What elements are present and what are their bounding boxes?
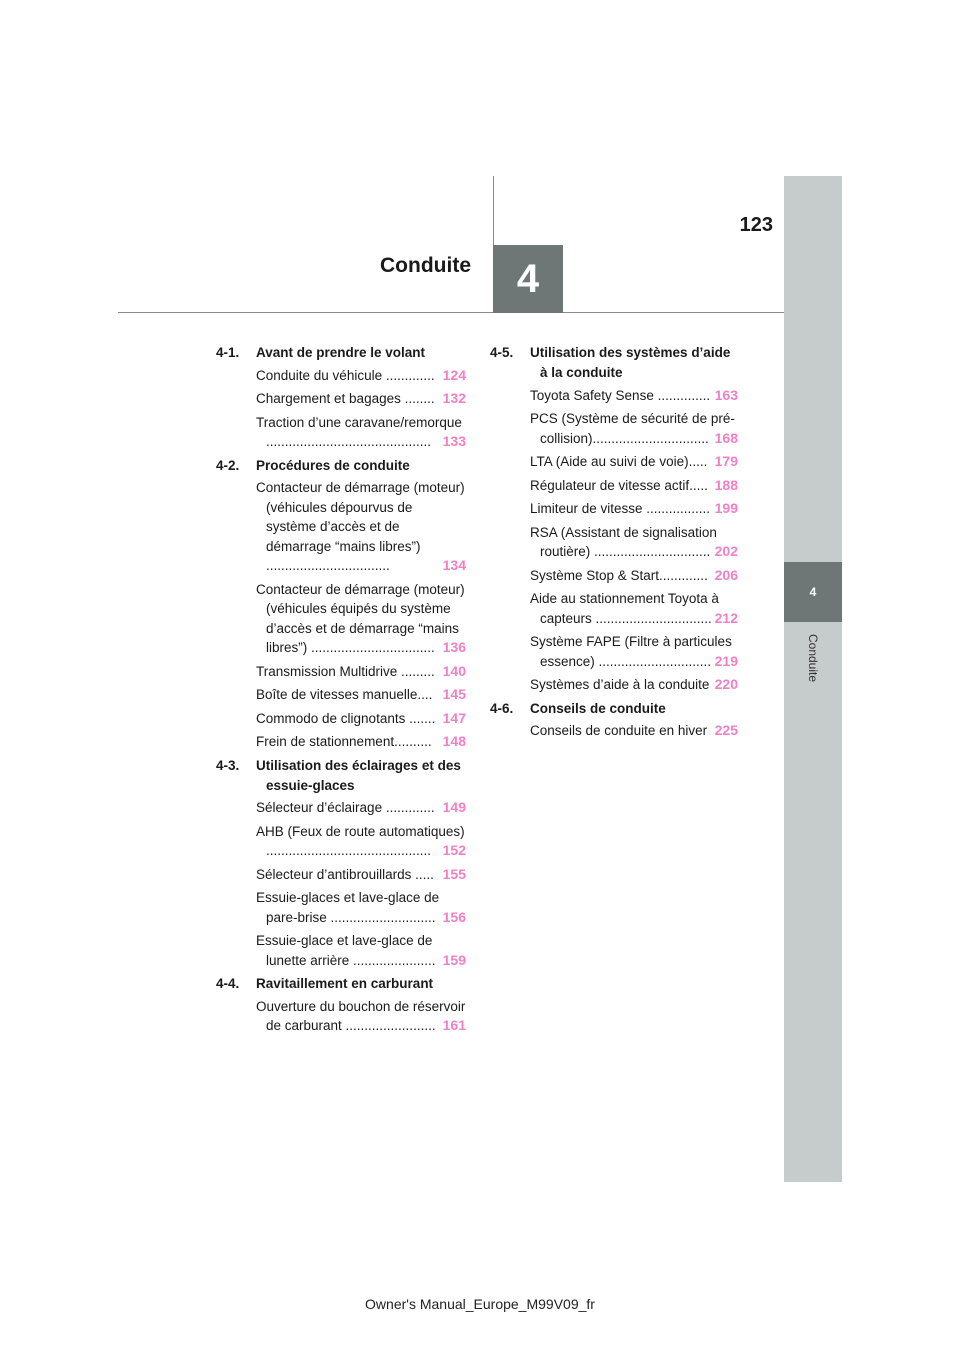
toc-page-link[interactable]: 136 [441,638,466,658]
toc-entry-text: Systèmes d’aide à la conduite [530,677,710,692]
toc-entry[interactable] [530,566,738,586]
toc-page-link[interactable]: 134 [441,556,466,576]
header-vertical-rule [493,176,494,246]
section-number: 4-2. [216,457,240,473]
toc-entry-text: LTA (Aide au suivi de voie)..... [530,454,708,469]
toc-entry-text: Conduite du véhicule ............. [256,367,435,383]
section-title: Utilisation des éclairages et des essuie-glaces [256,757,461,793]
toc-entry-text: Boîte de vitesses manuelle.... [256,687,433,702]
toc-page-link[interactable]: 147 [441,709,466,729]
toc-entry[interactable] [256,931,466,970]
toc-page-link[interactable]: 161 [441,1016,466,1036]
sidebar-label-text: Conduite [805,633,820,683]
toc-entry[interactable] [530,589,738,628]
toc-page-link[interactable]: 140 [441,662,466,682]
toc-entry-text: Toyota Safety Sense .............. [530,387,711,403]
toc-page-link[interactable]: 199 [713,499,738,519]
toc-entry[interactable] [530,409,738,448]
toc-entry[interactable] [256,732,466,752]
toc-page-link[interactable]: 155 [441,865,466,885]
toc-page-link[interactable]: 148 [441,732,466,752]
toc-entry[interactable] [530,632,738,671]
toc-section-heading [216,756,466,796]
toc-entry-text: Système FAPE (Filtre à particules essence) .............................. [530,634,732,669]
toc-page-link[interactable]: 132 [441,389,466,409]
toc-section-heading [216,456,466,476]
toc-page-link[interactable]: 145 [441,685,466,705]
sidebar-chapter-tab[interactable] [784,562,842,622]
toc-entry-text: Régulateur de vitesse actif..... [530,477,708,493]
toc-section-heading [490,343,738,383]
toc-page-link[interactable]: 133 [441,432,466,452]
toc-left-column [216,343,466,1040]
section-number: 4-6. [490,700,514,716]
toc-entry[interactable] [256,822,466,861]
toc-entry-text: Sélecteur d’éclairage ............. [256,800,435,815]
toc-entry[interactable] [530,675,738,695]
chapter-number: 4 [516,256,540,301]
toc-entry[interactable] [530,452,738,472]
toc-entry-text: Traction d’une caravane/remorque ............................................ [256,414,462,449]
toc-entry-text: Essuie-glace et lave-glace de lunette arrière ...................... [256,933,436,968]
toc-entry-text: Système Stop & Start............. [530,567,708,583]
toc-entry[interactable] [256,413,466,452]
toc-page-link[interactable]: 219 [713,652,738,672]
toc-entry-text: Limiteur de vitesse ................. [530,501,711,516]
toc-page-link[interactable]: 163 [713,386,738,406]
toc-entry-text: Sélecteur d’antibrouillards ..... [256,866,434,882]
toc-entry-text: Frein de stationnement.......... [256,734,432,749]
section-title: Conseils de conduite [530,700,666,716]
page-number: 123 [739,214,773,236]
toc-entry[interactable] [530,523,738,562]
section-number: 4-4. [216,976,240,991]
toc-right-column [490,343,738,745]
toc-entry-text: Ouverture du bouchon de réservoir de carburant ........................ [256,998,466,1033]
chapter-title: Conduite [380,254,471,277]
toc-entry-text: Contacteur de démarrage (moteur) (véhicules équipés du système d’accès et de démarrage “mains libres”) ................................. [256,581,465,655]
header-horizontal-rule [118,312,784,313]
section-title: Procédures de conduite [256,457,410,473]
toc-entry[interactable] [530,476,738,496]
toc-entry[interactable] [256,865,466,885]
toc-page-link[interactable]: 202 [713,542,738,562]
toc-section-heading [216,974,466,994]
toc-entry-text: RSA (Assistant de signalisation routière) ............................... [530,524,717,559]
toc-entry-text: PCS (Système de sécurité de pré-collision)............................... [530,411,735,446]
toc-entry-text: Chargement et bagages ........ [256,391,435,406]
toc-entry-text: Transmission Multidrive ......... [256,663,435,679]
toc-page-link[interactable]: 159 [441,951,466,971]
toc-entry[interactable] [256,888,466,927]
toc-entry-text: Conseils de conduite en hiver [530,723,708,738]
toc-entry[interactable] [530,386,738,406]
section-title: Ravitaillement en carburant [256,976,434,991]
toc-entry[interactable] [256,389,466,409]
toc-entry-text: Aide au stationnement Toyota à capteurs ............................... [530,591,719,626]
section-title: Avant de prendre le volant [256,345,426,360]
toc-section-heading [490,699,738,719]
toc-entry-text: Essuie-glaces et lave-glace de pare-brise ............................ [256,890,440,925]
toc-page-link[interactable]: 149 [441,798,466,818]
section-number: 4-3. [216,757,240,773]
toc-page-link[interactable]: 152 [441,841,466,861]
toc-page-link[interactable]: 220 [713,675,738,695]
toc-page-link[interactable]: 225 [713,721,738,741]
toc-page-link[interactable]: 168 [713,429,738,449]
sidebar-chapter-label [784,628,842,688]
toc-entry[interactable] [256,662,466,682]
toc-entry[interactable] [256,685,466,705]
toc-page-link[interactable]: 188 [713,476,738,496]
section-number: 4-5. [490,345,514,360]
toc-section-heading [216,343,466,363]
toc-entry[interactable] [256,580,466,658]
toc-entry[interactable] [530,721,738,741]
toc-page-link[interactable]: 206 [713,566,738,586]
toc-page-link[interactable]: 179 [713,452,738,472]
toc-entry[interactable] [530,499,738,519]
toc-entry-text: Commodo de clignotants ....... [256,710,436,726]
toc-entry[interactable] [256,366,466,386]
sidebar-tab-number: 4 [809,585,817,599]
toc-entry-text: Contacteur de démarrage (moteur) (véhicules dépourvus de système d’accès et de démarrage “mains libres”) ................................. [256,480,465,573]
toc-entry[interactable] [256,709,466,729]
toc-page-link[interactable]: 212 [713,609,738,629]
section-number: 4-1. [216,345,240,360]
toc-entry-text: AHB (Feux de route automatiques) ............................................ [256,823,465,858]
footer-text: Owner's Manual_Europe_M99V09_fr [365,1296,595,1312]
chapter-number-box [493,245,563,313]
toc-page-link[interactable]: 124 [441,366,466,386]
toc-page-link[interactable]: 156 [441,908,466,928]
section-title: Utilisation des systèmes d’aide à la conduite [530,345,731,380]
toc-entry[interactable] [256,997,466,1036]
toc-entry[interactable] [256,478,466,576]
toc-entry[interactable] [256,798,466,818]
